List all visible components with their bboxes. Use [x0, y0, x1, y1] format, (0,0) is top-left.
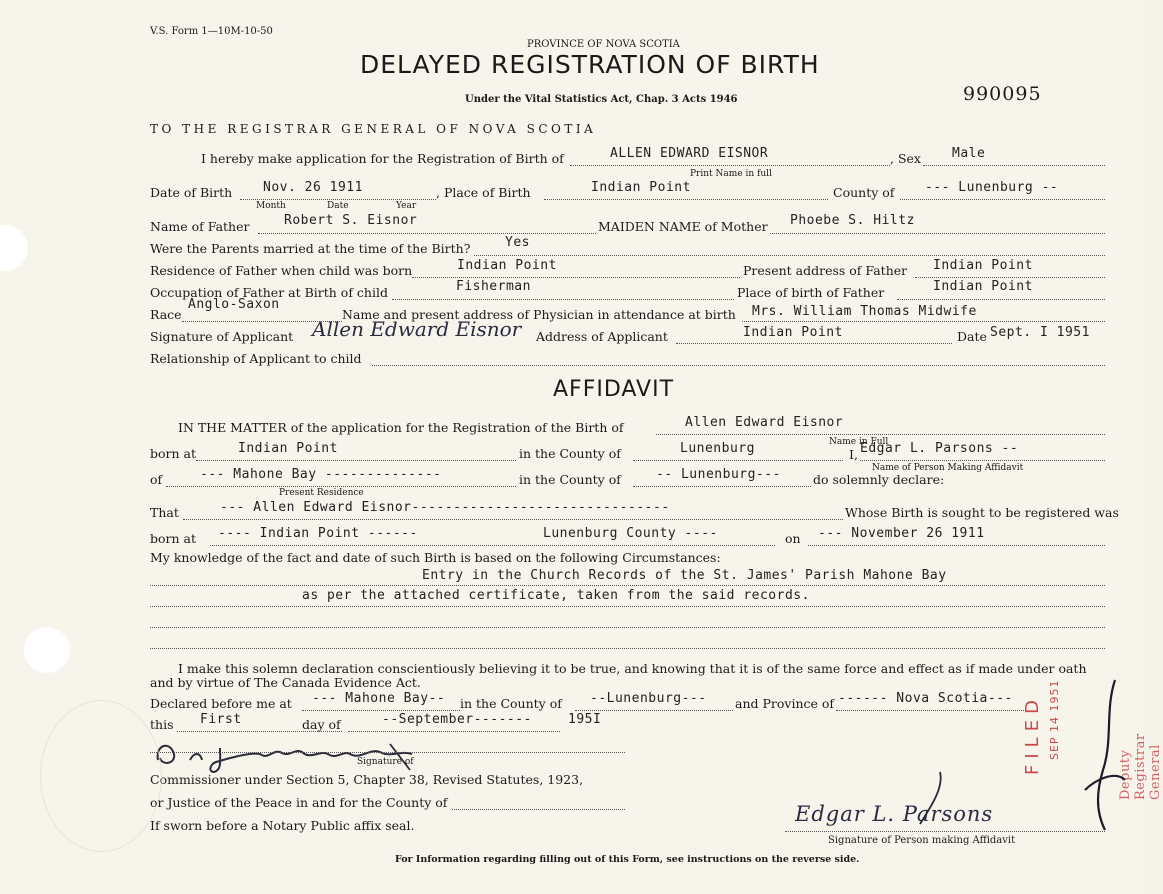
- dob-month-caption: Month: [256, 201, 286, 211]
- applicant-address-label: Address of Applicant: [536, 329, 668, 344]
- dotted-line: [258, 233, 596, 234]
- dob-year-caption: Year: [396, 201, 417, 211]
- county-label: in the County of: [519, 446, 621, 461]
- race-value: Anglo-Saxon: [188, 297, 280, 312]
- filed-date-stamp: SEP 14 1951: [1048, 679, 1061, 760]
- notary-label: If sworn before a Notary Public affix seal.: [150, 818, 415, 833]
- physician-label: Name and present address of Physician in attendance at birth: [342, 307, 736, 322]
- footer-note: For Information regarding filling out of this Form, see instructions on the reverse side.: [395, 854, 860, 865]
- dotted-line: [412, 277, 740, 278]
- dob-label: Date of Birth: [150, 185, 233, 200]
- page-title: DELAYED REGISTRATION OF BIRTH: [360, 50, 820, 79]
- dotted-line: [633, 460, 843, 461]
- signature-caption: Signature of: [357, 757, 414, 767]
- occupation-value: Fisherman: [456, 279, 531, 294]
- signature-flourish: [900, 768, 980, 828]
- registrar-initials-mark: [1075, 670, 1135, 840]
- year-value: 195I: [568, 712, 602, 727]
- on-label: on: [785, 531, 801, 546]
- signature-label: Signature of Applicant: [150, 329, 294, 344]
- dotted-line: [785, 831, 1105, 832]
- county4-value: --Lunenburg---: [590, 691, 707, 706]
- dotted-line: [742, 321, 1105, 322]
- dotted-line: [808, 545, 1105, 546]
- physician-value: Mrs. William Thomas Midwife: [752, 304, 977, 319]
- place-birth-father-label: Place of birth of Father: [737, 285, 885, 300]
- date-value: Sept. I 1951: [990, 325, 1090, 340]
- name-in-full-caption: Name in Full: [829, 437, 889, 447]
- affidavit-heading: AFFIDAVIT: [553, 377, 675, 402]
- present-address-value: Indian Point: [933, 258, 1033, 273]
- dotted-line: [372, 365, 1105, 366]
- sex-label: , Sex: [890, 151, 921, 166]
- knowledge-label: My knowledge of the fact and date of such Birth is based on the following Circumstances:: [150, 550, 721, 565]
- embossed-seal: [40, 700, 162, 852]
- i-label: I,: [849, 447, 858, 462]
- county-value: --- Lunenburg --: [925, 180, 1059, 195]
- residence-value: Indian Point: [457, 258, 557, 273]
- dotted-line: [474, 255, 1105, 256]
- present-address-label: Present address of Father: [743, 263, 908, 278]
- applicant-signature: Allen Edward Eisnor: [312, 317, 522, 341]
- father-label: Name of Father: [150, 219, 250, 234]
- declare-label: do solemnly declare:: [813, 472, 945, 487]
- on-value: --- November 26 1911: [818, 526, 985, 541]
- born-at2-label: born at: [150, 531, 197, 546]
- dob-value: Nov. 26 1911: [263, 180, 363, 195]
- that-value: --- Allen Edward Eisnor-------------------------------: [220, 500, 670, 515]
- province-heading: PROVINCE OF NOVA SCOTIA: [527, 39, 680, 50]
- county3-value: Lunenburg County ----: [543, 526, 718, 541]
- born-at-label: born at: [150, 446, 197, 461]
- married-value: Yes: [505, 235, 530, 250]
- that-label: That: [150, 505, 179, 520]
- pob-label: , Place of Birth: [436, 185, 531, 200]
- commissioner-label: Commissioner under Section 5, Chapter 38, Revised Statutes, 1923,: [150, 772, 584, 787]
- dotted-line: [836, 710, 1026, 711]
- matter-value: Allen Edward Eisnor: [685, 415, 844, 430]
- punch-hole: [0, 225, 28, 271]
- county2-value: -- Lunenburg---: [656, 467, 781, 482]
- father-value: Robert S. Eisnor: [284, 213, 418, 228]
- dotted-line: [196, 460, 516, 461]
- place-birth-father-value: Indian Point: [933, 279, 1033, 294]
- of-label: of: [150, 472, 163, 487]
- dotted-line: [392, 299, 734, 300]
- dotted-line: [915, 277, 1105, 278]
- declarant-name: Edgar L. Parsons --: [860, 441, 1019, 456]
- declarant-signature: Edgar L. Parsons: [795, 802, 994, 826]
- dotted-line: [633, 486, 811, 487]
- addressee: TO THE REGISTRAR GENERAL OF NOVA SCOTIA: [150, 122, 597, 136]
- declarant-signature-caption: Signature of Person making Affidavit: [828, 835, 1016, 846]
- day-value: --September-------: [382, 712, 532, 727]
- dotted-line: [570, 165, 890, 166]
- justice-label: or Justice of the Peace in and for the County of: [150, 795, 448, 810]
- this-label: this: [150, 717, 174, 732]
- dotted-line: [150, 752, 625, 753]
- declared-value: --- Mahone Bay--: [312, 691, 446, 706]
- province-label: and Province of: [735, 696, 835, 711]
- dotted-line: [452, 809, 625, 810]
- residence-value: --- Mahone Bay --------------: [200, 467, 442, 482]
- born-at-value: Indian Point: [238, 441, 338, 456]
- dotted-line: [150, 627, 1105, 628]
- day-label: day of: [302, 717, 341, 732]
- relationship-label: Relationship of Applicant to child: [150, 351, 362, 366]
- dotted-line: [210, 545, 775, 546]
- residence-label: Residence of Father when child was born: [150, 263, 413, 278]
- circumstance-line-1: Entry in the Church Records of the St. James' Parish Mahone Bay: [422, 568, 947, 583]
- dotted-line: [575, 710, 733, 711]
- circumstance-line-2: as per the attached certificate, taken from the said records.: [302, 588, 810, 603]
- mother-label: MAIDEN NAME of Mother: [598, 219, 768, 234]
- county4-label: in the County of: [460, 696, 562, 711]
- dotted-line: [770, 233, 1105, 234]
- dotted-line: [900, 199, 1105, 200]
- dotted-line: [897, 299, 1105, 300]
- county-label: County of: [833, 185, 895, 200]
- dotted-line: [183, 519, 843, 520]
- form-number: 990095: [963, 83, 1042, 105]
- solemn-line-1: I make this solemn declaration conscientiously believing it to be true, and knowing that it is of the same force and effect as if made under oath: [178, 661, 1087, 676]
- solemn-line-2: and by virtue of The Canada Evidence Act.: [150, 675, 421, 690]
- dotted-line: [150, 648, 1105, 649]
- county-value: Lunenburg: [680, 441, 755, 456]
- present-residence-caption: Present Residence: [279, 488, 364, 498]
- dotted-line: [544, 199, 828, 200]
- county2-label: in the County of: [519, 472, 621, 487]
- subtitle: Under the Vital Statistics Act, Chap. 3 Acts 1946: [465, 94, 738, 105]
- matter-label: IN THE MATTER of the application for the Registration of the Birth of: [178, 420, 624, 435]
- dotted-line: [302, 710, 460, 711]
- province-value: ------ Nova Scotia---: [838, 691, 1013, 706]
- sex-value: Male: [952, 146, 986, 161]
- declared-label: Declared before me at: [150, 696, 292, 711]
- dotted-line: [676, 343, 952, 344]
- applicant-address-value: Indian Point: [743, 325, 843, 340]
- whose-label: Whose Birth is sought to be registered was: [845, 505, 1119, 520]
- deputy-registrar-stamp: Deputy Registrar General: [1118, 733, 1163, 800]
- name-caption: Print Name in full: [690, 169, 772, 179]
- date-label: Date: [957, 329, 987, 344]
- form-code: V.S. Form 1—10M-10-50: [150, 26, 273, 37]
- pob-value: Indian Point: [591, 180, 691, 195]
- mother-value: Phoebe S. Hiltz: [790, 213, 915, 228]
- punch-hole: [24, 627, 70, 673]
- filed-stamp: FILED: [1022, 694, 1043, 775]
- dotted-line: [923, 165, 1105, 166]
- dotted-line: [150, 606, 1105, 607]
- occupation-label: Occupation of Father at Birth of child: [150, 285, 388, 300]
- application-label: I hereby make application for the Registration of Birth of: [201, 151, 564, 166]
- this-value: First: [200, 712, 242, 727]
- married-label: Were the Parents married at the time of the Birth?: [150, 241, 471, 256]
- born-at2-value: ---- Indian Point ------: [218, 526, 418, 541]
- dotted-line: [150, 585, 1105, 586]
- race-label: Race: [150, 307, 182, 322]
- dob-date-caption: Date: [327, 201, 349, 211]
- declarant-caption: Name of Person Making Affidavit: [872, 463, 1024, 473]
- child-name: ALLEN EDWARD EISNOR: [610, 146, 769, 161]
